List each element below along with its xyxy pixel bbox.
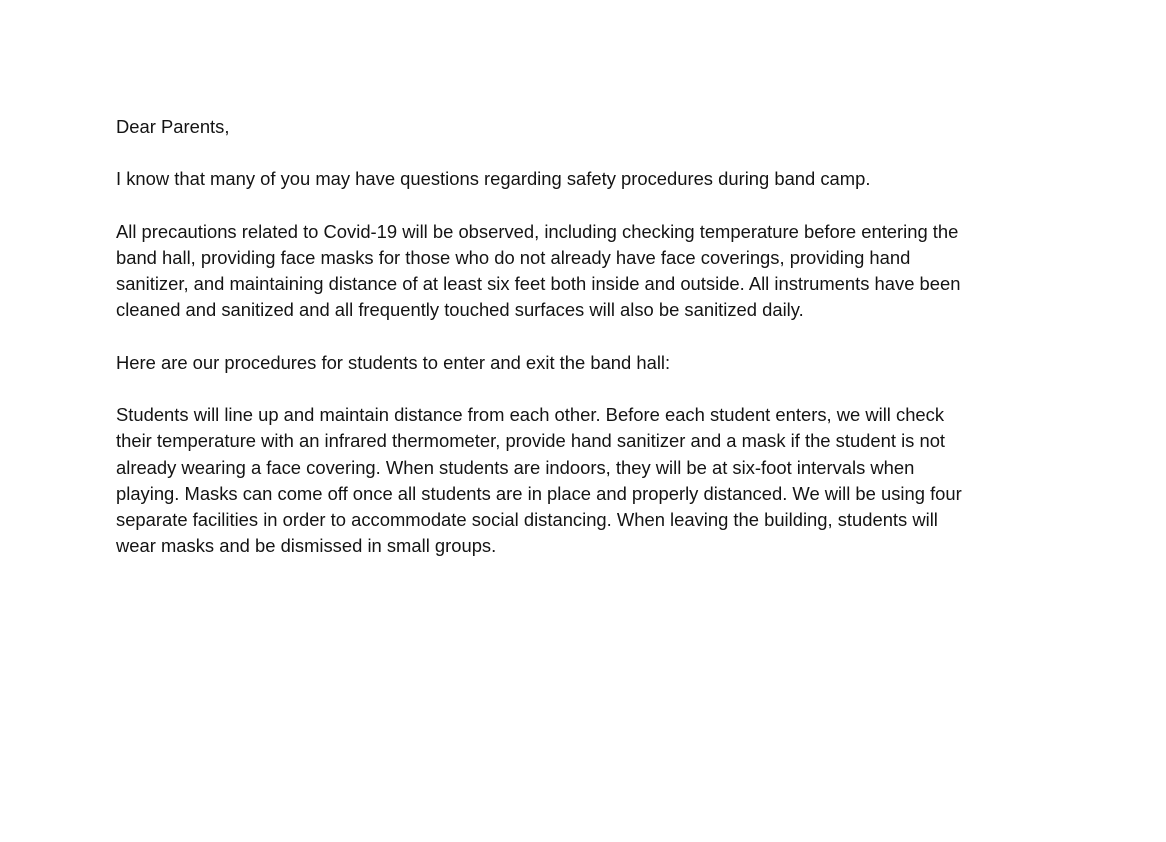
procedures-intro-text: Here are our procedures for students to enter and exit the band hall: — [116, 351, 671, 373]
procedures-line: wear masks and be dismissed in small groups. — [116, 535, 497, 557]
precautions-line: All precautions related to Covid-19 will be observed, including checking temperature before entering the — [116, 220, 959, 242]
salutation — [116, 114, 1046, 140]
intro-paragraph — [116, 166, 1046, 192]
procedures-line: Students will line up and maintain distance from each other. Before each student enters, we will check — [116, 404, 945, 426]
procedures-line: already wearing a face covering. When students are indoors, they will be at six-foot intervals when — [116, 456, 915, 478]
intro-text: I know that many of you may have questions regarding safety procedures during band camp. — [116, 168, 871, 190]
procedures-line: playing. Masks can come off once all students are in place and properly distanced. We will be using four — [116, 482, 962, 504]
precautions-line: sanitizer, and maintaining distance of at least six feet both inside and outside. All instruments have been — [116, 273, 961, 295]
precautions-line: cleaned and sanitized and all frequently touched surfaces will also be sanitized daily. — [116, 299, 804, 321]
procedures-paragraph — [116, 402, 1046, 559]
procedures-line: their temperature with an infrared thermometer, provide hand sanitizer and a mask if the student is not — [116, 430, 946, 452]
precautions-line: band hall, providing face masks for those who do not already have face coverings, providing hand — [116, 246, 911, 268]
procedures-line: separate facilities in order to accommodate social distancing. When leaving the building, students will — [116, 508, 938, 530]
salutation-text: Dear Parents, — [116, 116, 230, 137]
precautions-paragraph — [116, 219, 1046, 324]
procedures-intro-paragraph — [116, 350, 1046, 376]
